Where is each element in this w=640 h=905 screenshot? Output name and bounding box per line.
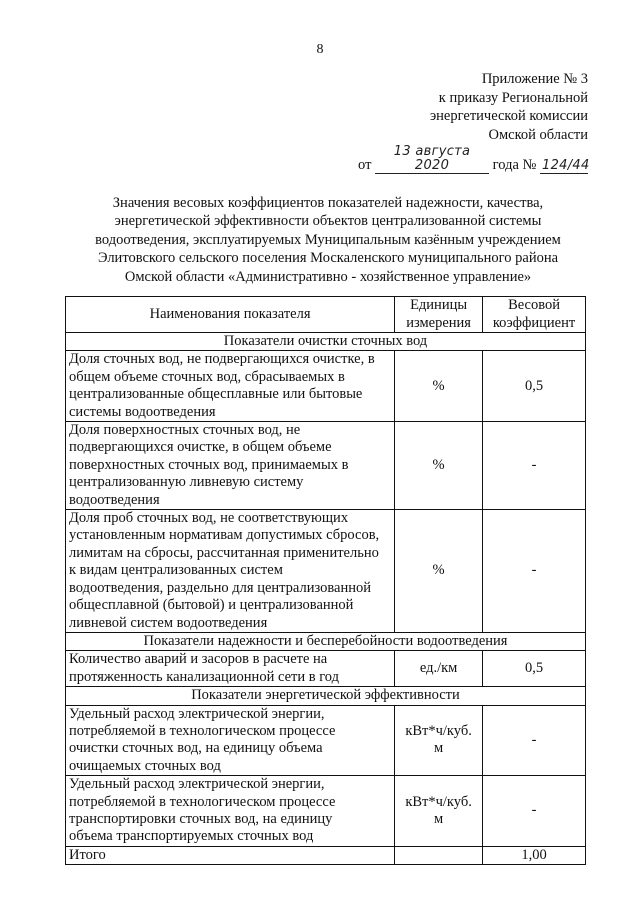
indicator-name <box>66 705 395 776</box>
indicator-coef: - <box>483 422 586 510</box>
indicator-coef: 0,5 <box>483 651 586 687</box>
table-header-row <box>66 297 586 333</box>
table-row <box>66 351 586 422</box>
indicator-name <box>66 422 395 510</box>
indicator-name <box>66 351 395 422</box>
indicator-name <box>66 776 395 847</box>
indicator-unit-line: % <box>432 377 445 394</box>
indicator-unit-line: ед./км <box>419 660 458 677</box>
indicator-name-line: Доля поверхностных сточных вод, не <box>69 422 301 439</box>
indicator-name-line: лимитам на сбросы, рассчитанная применительно <box>69 544 379 561</box>
indicator-name-line: потребляемой в технологическом процессе <box>69 793 336 810</box>
indicator-unit-line: м <box>433 810 444 827</box>
header-coef-line: Весовой <box>508 297 560 314</box>
appendix-lines <box>288 70 588 144</box>
appendix-line: Омской области <box>488 126 588 143</box>
appendix-line: энергетической комиссии <box>429 108 588 125</box>
indicator-name-line: к видам централизованных систем <box>69 562 283 579</box>
indicator-unit <box>395 351 483 422</box>
indicator-name-line: транспортировки сточных вод, на единицу <box>69 810 333 827</box>
header-name: Наименования показателя <box>66 297 395 333</box>
total-row <box>66 846 586 864</box>
date-suffix: года № <box>492 157 537 174</box>
title-line: энергетической эффективности объектов централизованной системы <box>114 213 542 230</box>
indicator-name-line: подвергающихся очистке, в общем объеме <box>69 439 332 456</box>
indicator-unit-line: % <box>432 456 445 473</box>
indicator-name-line: Доля сточных вод, не подвергающихся очистке, в <box>69 351 375 368</box>
indicator-name-line: общесплавной (бытовой) и централизованной <box>69 597 354 614</box>
indicator-name-line: Удельный расход электрической энергии, <box>69 776 325 793</box>
header-coef-line: коэффициент <box>492 314 576 331</box>
indicator-name <box>66 510 395 633</box>
indicator-name <box>66 651 395 687</box>
indicator-coef: - <box>483 705 586 776</box>
appendix-block <box>288 70 588 175</box>
handwritten-date: 13 августа 2020 <box>375 145 489 174</box>
indicator-name-line: централизованную ливневую систему <box>69 474 304 491</box>
indicator-name-line: Доля проб сточных вод, не соответствующих <box>69 510 349 527</box>
page-number: 8 <box>316 42 324 57</box>
header-unit <box>395 297 483 333</box>
indicator-coef: - <box>483 776 586 847</box>
section-row <box>66 687 586 705</box>
coefficients-table <box>65 296 586 865</box>
table-row <box>66 651 586 687</box>
indicator-name-line: Количество аварий и засоров в расчете на <box>69 651 328 668</box>
indicator-name-line: потребляемой в технологическом процессе <box>69 722 336 739</box>
indicator-name-line: системы водоотведения <box>69 403 216 420</box>
date-prefix: от <box>358 157 372 174</box>
indicator-unit <box>395 651 483 687</box>
order-date-line <box>288 145 588 175</box>
indicator-unit <box>395 510 483 633</box>
indicator-unit <box>395 422 483 510</box>
title-line: Значения весовых коэффициентов показателей надежности, качества, <box>112 195 544 211</box>
table-body <box>66 333 586 865</box>
indicator-unit-line: % <box>432 562 445 579</box>
indicator-name-line: водоотведения <box>69 491 160 508</box>
title-line: водоотведения, эксплуатируемых Муниципальным казённым учреждением <box>95 231 561 248</box>
table-row <box>66 422 586 510</box>
indicator-coef: 0,5 <box>483 351 586 422</box>
indicator-unit <box>395 776 483 847</box>
title-line: Омской области «Административно - хозяйственное управление» <box>124 268 532 285</box>
indicator-name-line: централизованные общесплавные или бытовые <box>69 386 363 403</box>
indicator-name-line: очистки сточных вод, на единицу объема <box>69 740 323 757</box>
indicator-unit-line: кВт*ч/куб. <box>405 793 472 810</box>
handwritten-order-number: 124/44 <box>542 158 590 174</box>
indicator-unit <box>395 705 483 776</box>
appendix-line: к приказу Региональной <box>438 89 588 106</box>
total-coef: 1,00 <box>483 846 586 864</box>
indicator-name-line: водоотведения, раздельно для централизованной <box>69 579 372 596</box>
table-row <box>66 705 586 776</box>
table-row <box>66 776 586 847</box>
document-title <box>70 194 586 286</box>
indicator-name-line: общем объеме сточных вод, сбрасываемых в <box>69 368 345 385</box>
table-row <box>66 510 586 633</box>
section-title: Показатели очистки сточных вод <box>66 333 586 351</box>
indicator-name-line: поверхностных сточных вод, принимаемых в <box>69 456 349 473</box>
appendix-line: Приложение № 3 <box>481 71 588 87</box>
indicator-name-line: объема транспортируемых сточных вод <box>69 828 314 845</box>
section-row <box>66 333 586 351</box>
header-coef <box>483 297 586 333</box>
total-label: Итого <box>66 846 395 864</box>
total-unit <box>395 846 483 864</box>
indicator-unit-line: м <box>433 740 444 757</box>
indicator-name-line: Удельный расход электрической энергии, <box>69 705 325 722</box>
title-line: Элитовского сельского поселения Москаленского муниципального района <box>97 250 559 267</box>
header-unit-line: измерения <box>406 314 471 331</box>
header-unit-line: Единицы <box>410 297 468 314</box>
indicator-unit-line: кВт*ч/куб. <box>405 722 472 739</box>
section-title: Показатели надежности и бесперебойности водоотведения <box>66 632 586 650</box>
indicator-name-line: очищаемых сточных вод <box>69 757 221 774</box>
indicator-name-line: протяженность канализационной сети в год <box>69 668 339 685</box>
indicator-name-line: ливневой систем водоотведения <box>69 614 268 631</box>
indicator-coef: - <box>483 510 586 633</box>
section-row <box>66 632 586 650</box>
indicator-name-line: установленным нормативам допустимых сбросов, <box>69 527 380 544</box>
section-title: Показатели энергетической эффективности <box>66 687 586 705</box>
